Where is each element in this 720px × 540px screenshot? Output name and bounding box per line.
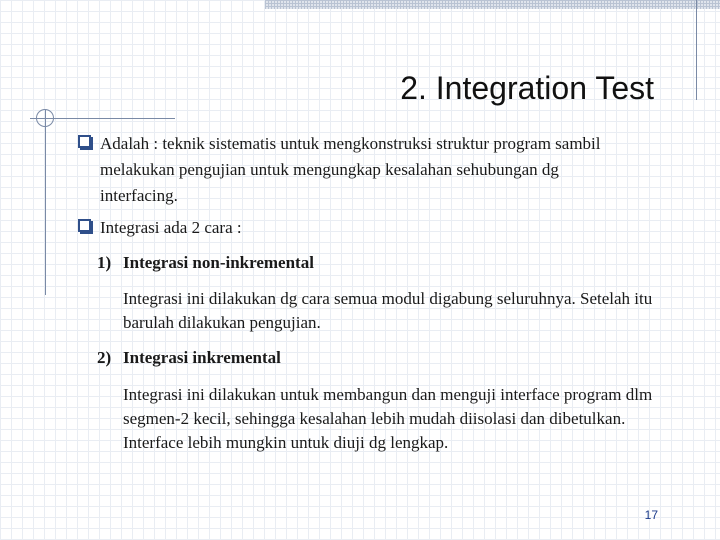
header-pattern-stripe (265, 0, 720, 9)
item-number: 2) (97, 348, 112, 367)
bullet-text: Integrasi ada 2 cara : (100, 218, 242, 237)
crosshair-circle-icon (36, 109, 54, 127)
decorative-rule-vertical-left (45, 110, 46, 295)
bullet-integration-methods (78, 215, 638, 241)
item-number: 1) (97, 253, 112, 272)
item-heading-non-incremental (97, 253, 314, 273)
item-heading-incremental (97, 348, 281, 368)
item-body-incremental: Integrasi ini dilakukan untuk membangun dan menguji interface program dlm segmen-2 kecil, sehingga kesalahan lebih mudah diisolasi dan dibetulkan. Interface lebih mungkin untuk diuji dg lengkap. (123, 385, 653, 452)
bullet-text: Adalah : teknik sistematis untuk mengkonstruksi struktur program sambil melakukan pengujian untuk mengungkap kesalahan sehubungan dg interfacing. (100, 134, 601, 205)
item-heading-text: Integrasi inkremental (123, 348, 281, 367)
bullet-definition (78, 131, 638, 209)
square-bullet-icon (78, 219, 91, 232)
item-body-non-incremental: Integrasi ini dilakukan dg cara semua modul digabung seluruhnya. Setelah itu barulah dilakukan pengujian. (123, 289, 653, 332)
page-number: 17 (644, 508, 658, 522)
item-heading-text: Integrasi non-inkremental (123, 253, 314, 272)
square-bullet-icon (78, 135, 91, 148)
slide-title: 2. Integration Test (400, 70, 654, 106)
decorative-rule-vertical-right (696, 0, 697, 100)
